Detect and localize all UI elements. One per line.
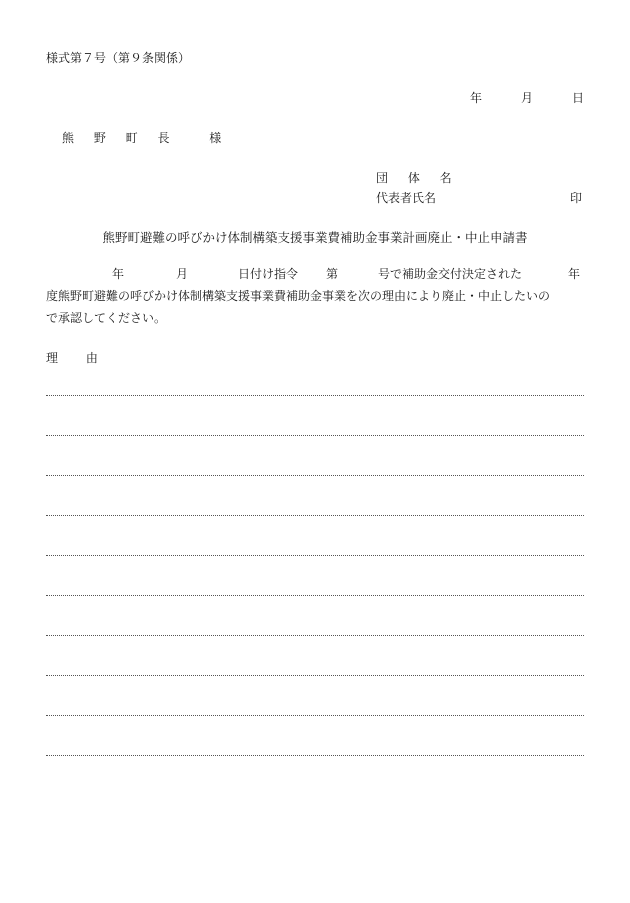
- date-line: [0, 92, 630, 106]
- reason-dotted-line: [46, 555, 584, 556]
- reason-label: 理 由: [46, 351, 110, 365]
- reason-dotted-line: [46, 715, 584, 716]
- reason-dotted-line: [46, 755, 584, 756]
- body-year: 年: [112, 267, 125, 281]
- org-row: [376, 172, 586, 186]
- date-year-label: 年: [470, 91, 483, 105]
- reason-dotted-line: [46, 395, 584, 396]
- applicant-block: [376, 172, 586, 212]
- body-line-3: [46, 312, 586, 328]
- body-line-2: [46, 290, 586, 306]
- reason-dotted-line: [46, 675, 584, 676]
- body-line-2-text: 度熊野町避難の呼びかけ体制構築支援事業費補助金事業を次の理由により廃止・中止したいの: [46, 289, 551, 303]
- date-day-label: 日: [572, 91, 585, 105]
- body-month: 月: [176, 267, 189, 281]
- form-number: 様式第７号（第９条関係）: [46, 51, 191, 65]
- body-day-ref: 日付け指令: [238, 267, 299, 281]
- reason-dotted-line: [46, 635, 584, 636]
- body-line-1: [46, 268, 586, 284]
- reason-dotted-line: [46, 595, 584, 596]
- representative-name-label: 代表者氏名: [376, 191, 437, 205]
- seal-mark: 印: [570, 191, 583, 205]
- reason-dotted-line: [46, 475, 584, 476]
- body-dai: 第: [326, 267, 339, 281]
- body-go: 号で補助金交付決定された: [378, 267, 523, 281]
- document-title: 熊野町避難の呼びかけ体制構築支援事業費補助金事業計画廃止・中止申請書: [102, 230, 528, 245]
- representative-row: [376, 192, 586, 206]
- body-year-2: 年: [568, 267, 581, 281]
- org-name-label: 団 体 名: [376, 171, 460, 185]
- date-month-label: 月: [521, 91, 534, 105]
- body-line-3-text: で承認してください。: [46, 311, 167, 325]
- reason-dotted-line: [46, 515, 584, 516]
- reason-dotted-line: [46, 435, 584, 436]
- addressee: 熊 野 町 長 様: [62, 131, 230, 145]
